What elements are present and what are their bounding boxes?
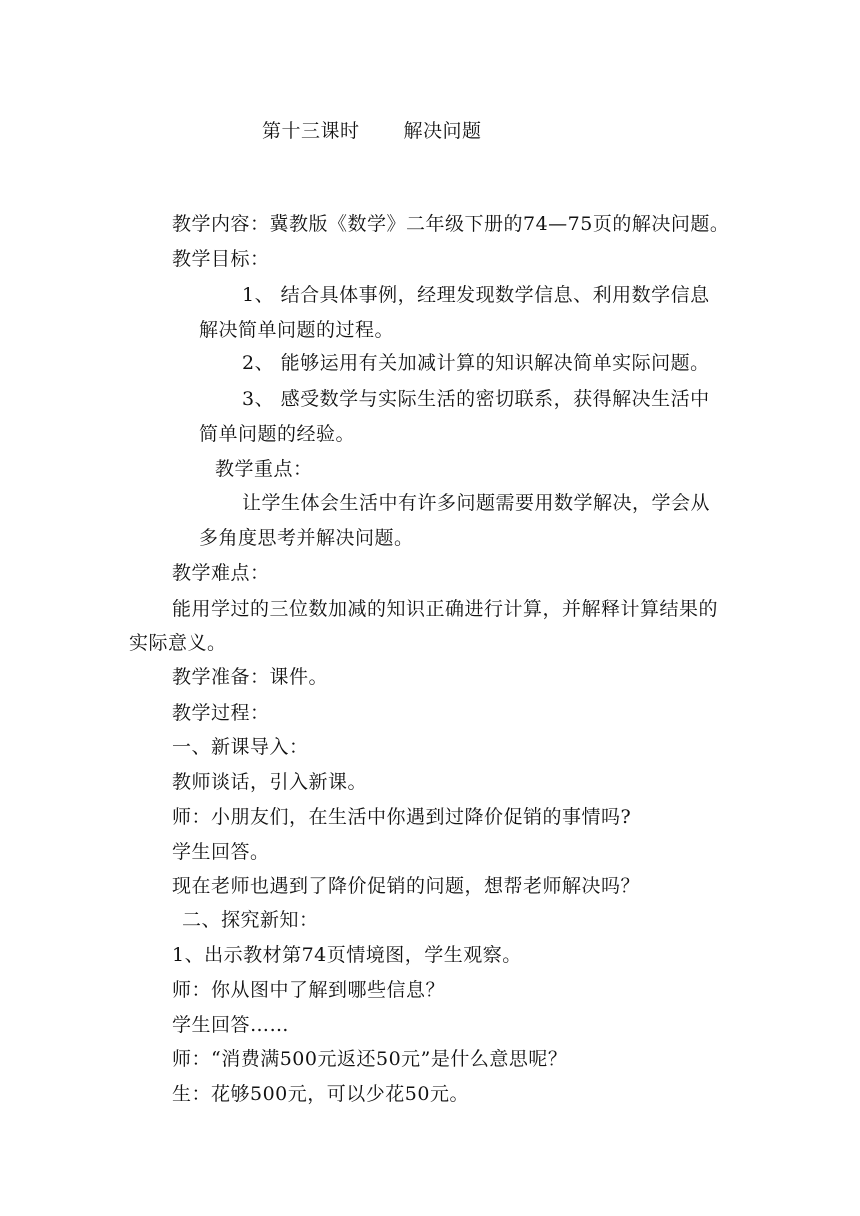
paragraph-student-meaning-answer: 生：花够500元，可以少花50元。	[172, 1083, 469, 1105]
paragraph-student-answer: 学生回答。	[172, 841, 270, 863]
teaching-goals-heading: 教学目标：	[172, 248, 270, 270]
lesson-number: 第十三课时	[262, 120, 360, 142]
paragraph-teacher-talk: 教师谈话，引入新课。	[172, 771, 368, 793]
difficult-points-line-1: 能用学过的三位数加减的知识正确进行计算，并解释计算结果的	[172, 598, 719, 620]
goal-3-line-2: 简单问题的经验。	[199, 423, 356, 445]
paragraph-teacher-info-question: 师：你从图中了解到哪些信息？	[172, 979, 446, 1001]
teaching-content: 教学内容：冀教版《数学》二年级下册的74—75页的解决问题。	[172, 213, 730, 235]
goal-3-line-1: 3、 感受数学与实际生活的密切联系，获得解决生活中	[242, 388, 710, 410]
paragraph-teacher-question: 师：小朋友们，在生活中你遇到过降价促销的事情吗?	[172, 806, 632, 828]
goal-1-line-1: 1、 结合具体事例，经理发现数学信息、利用数学信息	[242, 284, 710, 306]
paragraph-student-answers: 学生回答……	[172, 1014, 290, 1036]
paragraph-teacher-meaning-question: 师：“消费满500元返还50元”是什么意思呢？	[172, 1048, 568, 1070]
section-1-heading: 一、新课导入：	[172, 736, 309, 758]
key-points-heading: 教学重点：	[215, 458, 313, 480]
teaching-process-heading: 教学过程：	[172, 702, 270, 724]
key-points-line-2: 多角度思考并解决问题。	[199, 527, 414, 549]
goal-1-line-2: 解决简单问题的过程。	[199, 319, 395, 341]
difficult-points-line-2: 实际意义。	[129, 632, 227, 654]
paragraph-discount-problem: 现在老师也遇到了降价促销的问题，想帮老师解决吗？	[172, 875, 641, 897]
key-points-line-1: 让学生体会生活中有许多问题需要用数学解决，学会从	[242, 492, 711, 514]
difficult-points-heading: 教学难点：	[172, 562, 270, 584]
lesson-topic: 解决问题	[403, 120, 482, 142]
goal-2: 2、 能够运用有关加减计算的知识解决简单实际问题。	[242, 352, 710, 374]
section-2-heading: 二、探究新知：	[182, 909, 319, 931]
document-title	[262, 119, 482, 143]
teaching-preparation: 教学准备：课件。	[172, 666, 329, 688]
paragraph-show-picture: 1、出示教材第74页情境图，学生观察。	[172, 944, 522, 966]
